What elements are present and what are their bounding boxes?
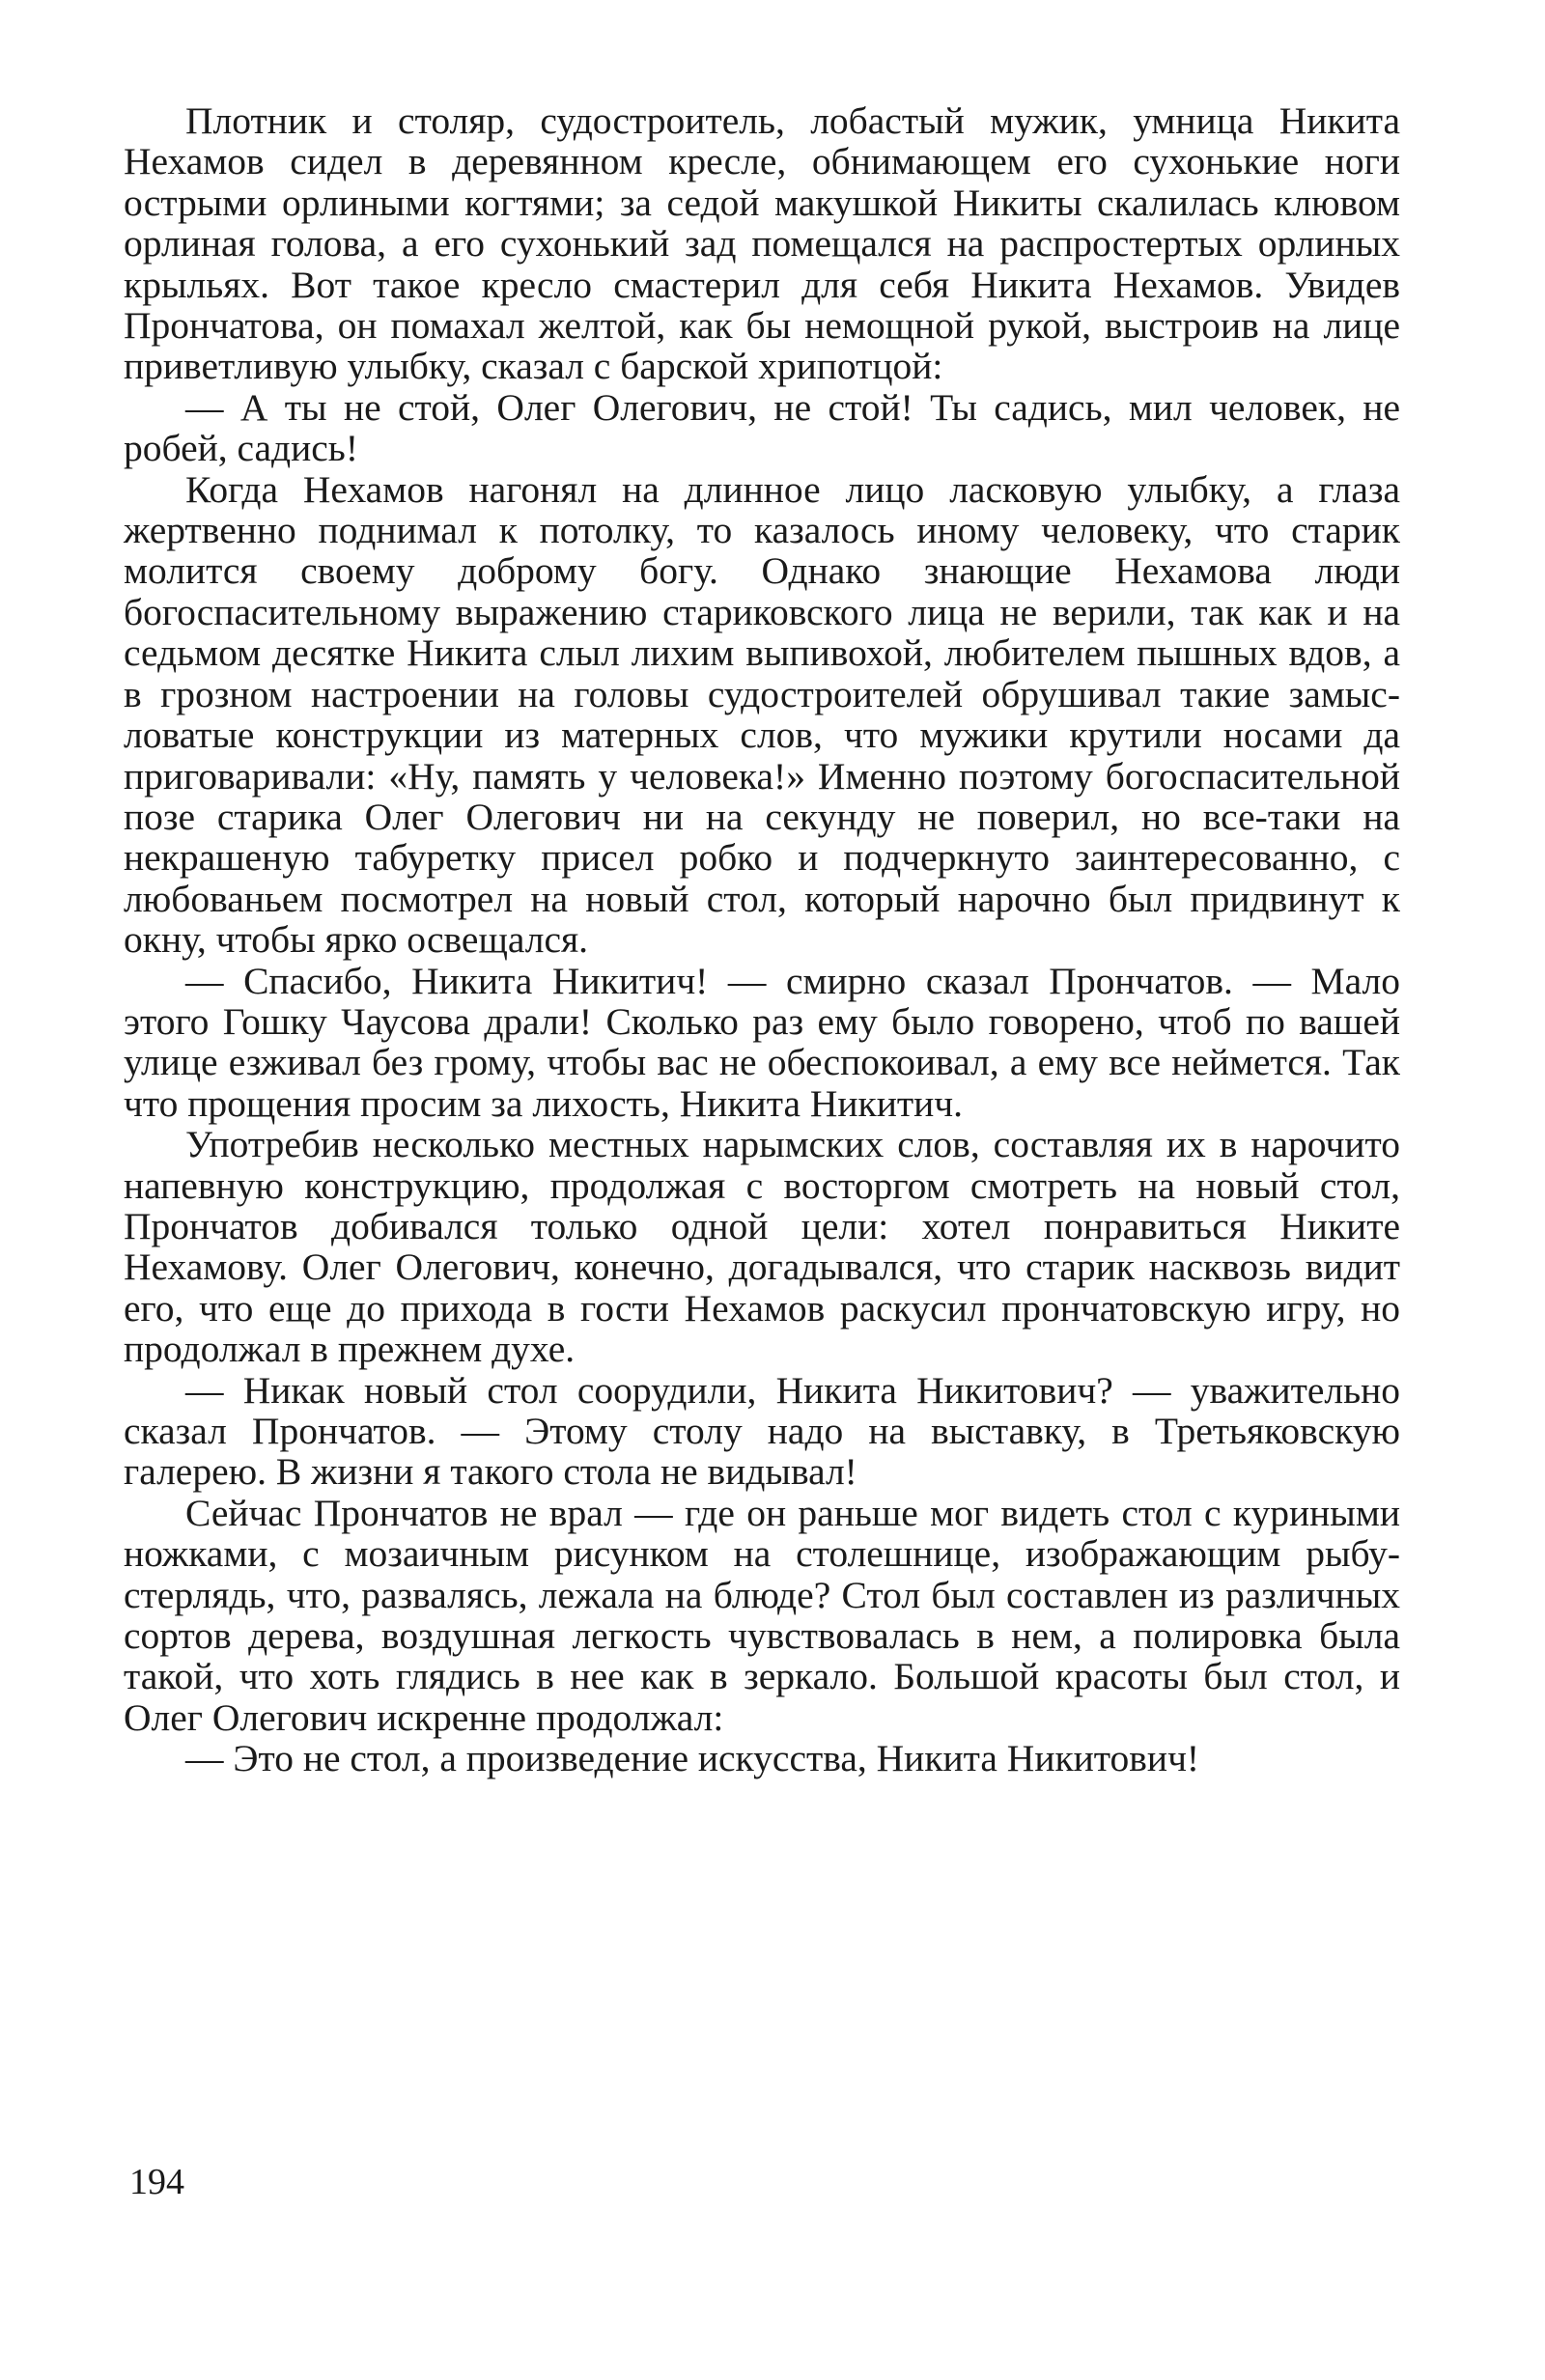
paragraph: — Никак новый стол соорудили, Никита Никитович? — уважительно сказал Прончатов. — Этому столу надо на выставку, в Третьяковскую галерею. В жизни я такого стола не видывал! [124, 1368, 1400, 1494]
body-text [124, 100, 1400, 1779]
paragraph: — А ты не стой, Олег Олегович, не стой! Ты садись, мил человек, не робей, садись! [124, 385, 1400, 470]
paragraph: Употребив несколько местных нарымских слов, составляя их в нарочито напевную конструкцию, продолжая с восторгом смотреть на новый стол, Прончатов добивался только одной цели: хотел понравиться Никите Нехамову. Олег Олегович, конечно, догадывался, что старик насквозь видит его, что еще до прихода в гости Нехамов раскусил прончатовскую игру, но продолжал в прежнем духе. [124, 1123, 1400, 1371]
paragraph: Плотник и столяр, судостроитель, лобастый мужик, умница Никита Нехамов сидел в деревянном кресле, обнимающем его сухонькие ноги острыми орлиными когтями; за седой макушкой Никиты скалилась клювом орлиная голова, а его сухонький зад помещался на распростертых орлиных крыльях. Вот такое кресло смастерил для себя Никита Нехамов. Увидев Прончатова, он помахал желтой, как бы немощной рукой, выстроив на лице приветливую улыбку, сказал с барской хрипотцой: [124, 99, 1400, 388]
paragraph: Сейчас Прончатов не врал — где он раньше мог видеть стол с куриными ножками, с мозаичным рисунком на столешнице, изображающим рыбу-стерлядь, что, развалясь, лежала на блюде? Стол был составлен из различных сортов дерева, воздушная легкость чувствовалась в нем, а полировка была такой, что хоть глядись в нее как в зеркало. Большой красоты был стол, и Олег Олегович искренне продолжал: [124, 1491, 1400, 1739]
paragraph: Когда Нехамов нагонял на длинное лицо ласковую улыбку, а глаза жертвенно поднимал к потолку, то казалось иному человеку, что старик молится своему доброму богу. Однако знающие Нехамова люди богоспасительному выражению стариковского лица не верили, так как и на седьмом десятке Никита слыл лихим выпивохой, любителем пышных вдов, а в грозном настроении на головы судостроителей обрушивал такие замысловатые конструкции из матерных слов, что мужики крутили носами да приговаривали: «Ну, память у человека!» Именно поэтому богоспасительной позе старика Олег Олегович ни на секунду не поверил, но все-таки на некрашеную табуретку присел робко и подчеркнуто заинтересованно, с любованьем посмотрел на новый стол, который нарочно был придвинут к окну, чтобы ярко освещался. [124, 467, 1400, 962]
paragraph: — Это не стол, а произведение искусства, Никита Никитович! [185, 1737, 1200, 1780]
page-number: 194 [129, 2162, 184, 2202]
paragraph: — Спасибо, Никита Никитич! — смирно сказал Прончатов. — Мало этого Гошку Чаусова драли! Сколько раз ему было говорено, чтоб по вашей улице езживал без грому, чтобы вас не обеспокоивал, а ему все неймется. Так что прощения просим за лихость, Никита Никитич. [124, 959, 1400, 1125]
